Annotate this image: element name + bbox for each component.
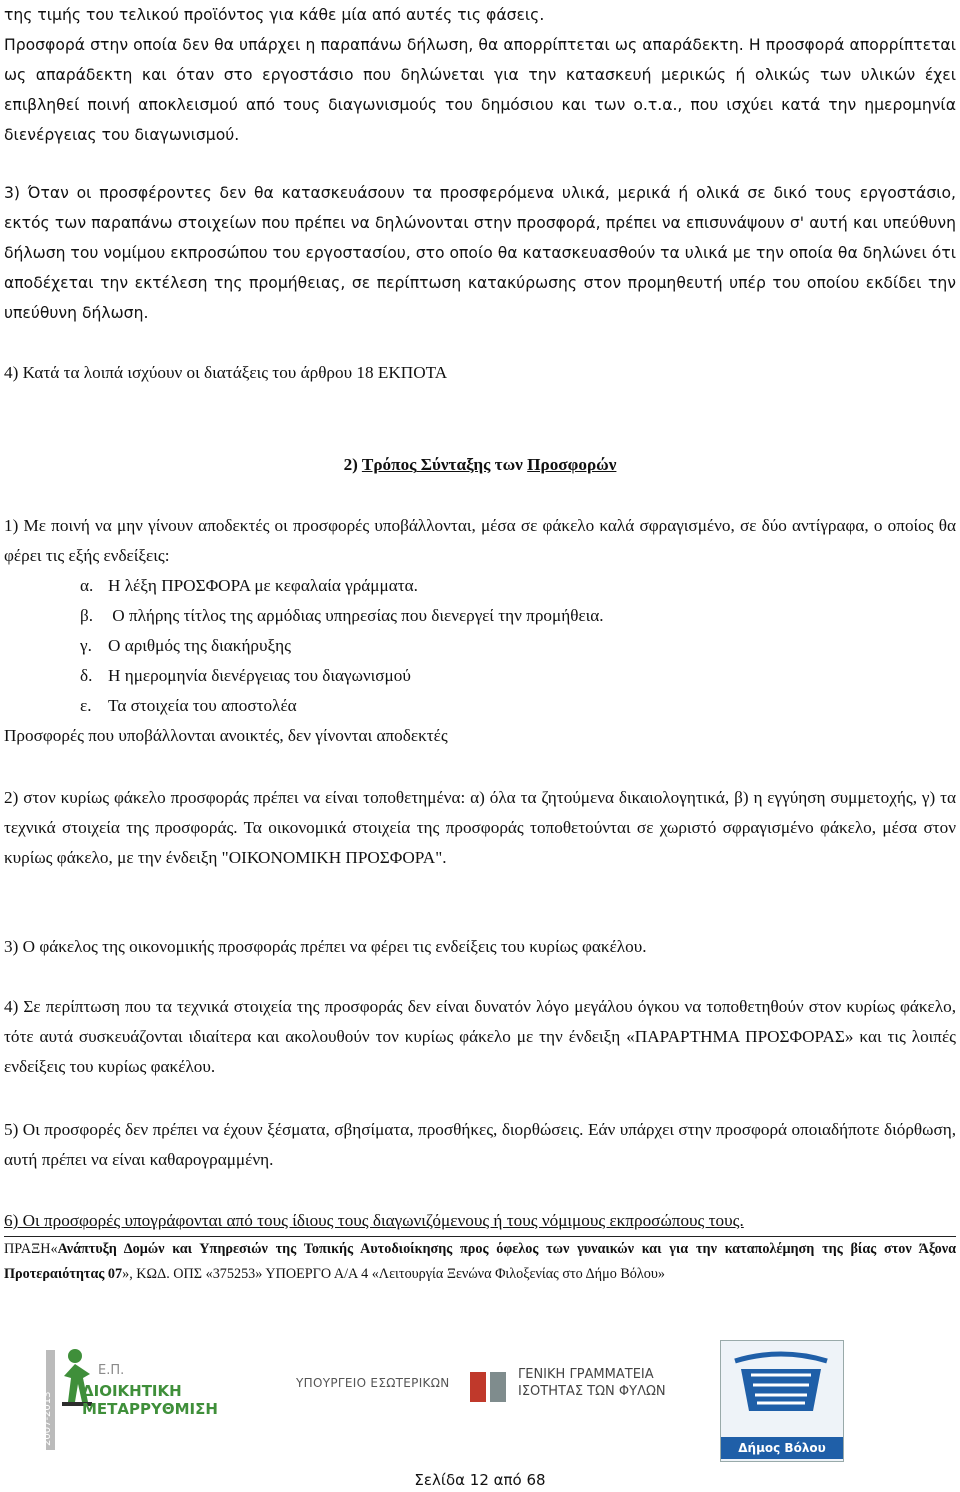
ep-logo xyxy=(38,1340,218,1460)
rule-5-paragraph: 5) Οι προσφορές δεν πρέπει να έχουν ξέσματα, σβησίματα, προσθήκες, διορθώσεις. Εάν υπάρχει στην προσφορά οποιαδήποτε διόρθωση, αυτή πρέπει να είναι καθαρογραμμένη. xyxy=(4,1120,956,1169)
ministry-label: ΥΠΟΥΡΓΕΙΟ ΕΣΩΤΕΡΙΚΩΝ xyxy=(296,1376,450,1390)
project-footer xyxy=(4,1236,956,1287)
logos-strip xyxy=(0,1340,960,1460)
section-heading-word-2: Σύνταξης xyxy=(416,455,491,474)
footer-project-title: Ανάπτυξη Δομών και Υπηρεσιών της Τοπικής Αυτοδιοίκησης προς όφελος των γυναικών και για την καταπολέμηση της βίας στον Άξονα Προτεραιότητας 07 xyxy=(4,1241,956,1282)
section-heading-word-3: των xyxy=(490,455,528,474)
list-item-label: δ. xyxy=(80,666,93,685)
rule-6-line: 6) Οι προσφορές υπογράφονται από τους ίδιους τους διαγωνιζόμενους ή τους νόμιμους εκπροσώπους τους. xyxy=(4,1211,744,1230)
volos-label: Δήμος Βόλου xyxy=(721,1437,843,1459)
list-item-text: Ο αριθμός της διακήρυξης xyxy=(108,636,291,655)
ep-title-line-2: ΜΕΤΑΡΡΥΘΜΙΣΗ xyxy=(82,1400,218,1418)
list-item-text: Ο πλήρης τίτλος της αρμόδιας υπηρεσίας που διενεργεί την προμήθεια. xyxy=(108,606,604,625)
list-item xyxy=(80,691,297,721)
open-offers-line: Προσφορές που υποβάλλονται ανοικτές, δεν γίνονται αποδεκτές xyxy=(4,726,448,745)
figure-head-icon xyxy=(68,1349,82,1363)
section-heading-word-1: Τρόπος xyxy=(361,455,417,474)
rule-1-paragraph: 1) Με ποινή να μην γίνουν αποδεκτές οι προσφορές υποβάλλονται, μέσα σε φάκελο καλά σφραγισμένο, σε δύο αντίγραφα, ο οποίος θα φέρει τις εξής ενδείξεις: xyxy=(4,516,956,565)
ship-bow xyxy=(735,1354,827,1361)
volos-logo xyxy=(720,1340,844,1462)
list-item-text: Η λέξη ΠΡΟΣΦΟΡΑ με κεφαλαία γράμματα. xyxy=(108,576,418,595)
ep-years: 2007-2013 xyxy=(42,1391,53,1446)
footer-prefix: ΠΡΑΞΗ« xyxy=(4,1241,58,1257)
section-heading-word-4: Προσφορών xyxy=(527,455,617,474)
rule-4-paragraph: 4) Σε περίπτωση που τα τεχνικά στοιχεία της προσφοράς δεν είναι δυνατόν λόγο μεγάλου όγκου να τοποθετηθούν στον κυρίως φάκελο, τότε αυτά συσκευάζονται ιδιαίτερα και ακολουθούν τον κυρίως φάκελο με την ένδειξη «ΠΑΡΑΡΤΗΜΑ ΠΡΟΣΦΟΡΑΣ» και τις λοιπές ενδείξεις του κυρίως φακέλου. xyxy=(4,997,956,1076)
section-heading-prefix: 2) xyxy=(343,455,362,474)
rule-2-paragraph: 2) στον κυρίως φάκελο προσφοράς πρέπει να είναι τοποθετημένα: α) όλα τα ζητούμενα δικαιολογητικά, β) η εγγύηση συμμετοχής, γ) τα τεχνικά στοιχεία της προσφοράς. Τα οικονομικά στοιχεία της προσφοράς τοποθετούνται σε χωριστό σφραγισμένο φάκελο, μέσα στον κυρίως φάκελο, με την ένδειξη "ΟΙΚΟΝΟΜΙΚΗ ΠΡΟΣΦΟΡΑ". xyxy=(4,788,956,867)
ep-small-label: Ε.Π. xyxy=(98,1363,125,1378)
list-item-label: α. xyxy=(80,576,94,595)
section-heading xyxy=(0,450,960,480)
ship-icon xyxy=(721,1341,841,1437)
list-item xyxy=(80,601,604,631)
list-item xyxy=(80,631,291,661)
equality-logo-left xyxy=(470,1372,486,1402)
list-item xyxy=(80,571,418,601)
equality-logo-right xyxy=(490,1372,506,1402)
list-item-text: Η ημερομηνία διενέργειας του διαγωνισμού xyxy=(108,666,411,685)
list-item-text: Τα στοιχεία του αποστολέα xyxy=(108,696,297,715)
list-item-label: β. xyxy=(80,606,94,625)
list-item xyxy=(80,661,411,691)
intro-line: της τιμής του τελικού προϊόντος για κάθε μία από αυτές τις φάσεις. xyxy=(4,6,545,24)
rule-3-line: 3) Ο φάκελος της οικονομικής προσφοράς πρέπει να φέρει τις ενδείξεις του κυρίως φακέλου. xyxy=(4,937,647,956)
page-number: Σελίδα 12 από 68 xyxy=(414,1471,546,1489)
secretariat-line-2: ΙΣΟΤΗΤΑΣ ΤΩΝ ΦΥΛΩΝ xyxy=(518,1384,666,1399)
list-item-label: ε. xyxy=(80,696,92,715)
list-item-label: γ. xyxy=(80,636,92,655)
secretariat-line-1: ΓΕΝΙΚΗ ΓΡΑΜΜΑΤΕΙΑ xyxy=(518,1367,654,1382)
point-4-line: 4) Κατά τα λοιπά ισχύουν οι διατάξεις του άρθρου 18 ΕΚΠΟΤΑ xyxy=(4,363,448,382)
footer-suffix: », ΚΩΔ. ΟΠΣ «375253» ΥΠΟΕΡΓΟ Α/Α 4 «Λειτουργία Ξενώνα Φιλοξενίας στο Δήμο Βόλου» xyxy=(122,1266,665,1282)
ep-title-line-1: ΔΙΟΙΚΗΤΙΚΗ xyxy=(82,1382,182,1400)
secretariat-label xyxy=(518,1366,666,1400)
rejection-paragraph: Προσφορά στην οποία δεν θα υπάρχει η παραπάνω δήλωση, θα απορρίπτεται ως απαράδεκτη. Η προσφορά απορρίπτεται ως απαράδεκτη και όταν στο εργοστάσιο που δηλώνεται για την κατασκευή μερικώς ή ολικώς των υλικών έχει επιβληθεί ποινή αποκλεισμού από τους διαγωνισμούς του δημόσιου και των ο.τ.α., που ισχύει κατά την ημερομηνία διενέργειας του διαγωνισμού. xyxy=(4,36,956,144)
equality-logo xyxy=(466,1364,512,1410)
point-3-paragraph: 3) Όταν οι προσφέροντες δεν θα κατασκευάσουν τα προσφερόμενα υλικά, μερικά ή ολικά σε δικό τους εργοστάσιο, εκτός των παραπάνω στοιχείων που πρέπει να δηλώνονται στην προσφορά, πρέπει να επισυνάψουν σ' αυτή και υπεύθυνη δήλωση του νομίμου εκπροσώπου του εργοστασίου, στο οποίο θα κατασκευασθούν τα υλικά με την οποία θα δηλώνει ότι αποδέχεται την εκτέλεση της προμήθειας, σε περίπτωση κατακύρωσης στον προμηθευτή υπέρ του οποίου εκδίδει την υπεύθυνη δήλωση. xyxy=(4,184,956,322)
